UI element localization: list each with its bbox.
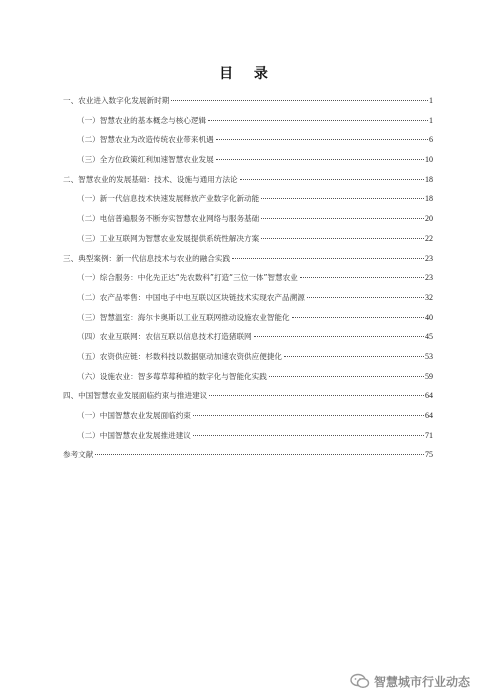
toc-entry-label: （二）电信普遍服务不断夯实智慧农业网络与服务基础 xyxy=(77,214,260,224)
toc-leader-dots xyxy=(254,335,424,337)
watermark-text: 智慧城市行业动态 xyxy=(374,674,471,689)
toc-leader-dots xyxy=(261,217,424,219)
toc-entry-page: 22 xyxy=(425,233,433,243)
toc-leader-dots xyxy=(193,414,424,416)
toc-entry-page: 1 xyxy=(429,96,433,105)
toc-entry[interactable] xyxy=(63,170,433,190)
toc-entry-label: （三）工业互联网为智慧农业发展提供系统性解决方案 xyxy=(77,233,260,243)
toc-entry[interactable] xyxy=(63,445,433,465)
toc-entry-label: （一）综合服务：中化先正达“先农数科”打造“三位一体”智慧农业 xyxy=(77,273,298,283)
toc-entry[interactable] xyxy=(63,367,433,387)
toc-leader-dots xyxy=(240,178,424,180)
toc-entry[interactable] xyxy=(63,406,433,426)
toc-entry[interactable] xyxy=(63,327,433,347)
toc-entry[interactable] xyxy=(63,268,433,288)
toc-entry-label: （三）全方位政策红利加速智慧农业发展 xyxy=(77,155,214,165)
toc-entry-label: 参考文献 xyxy=(63,450,94,460)
toc-leader-dots xyxy=(300,276,424,278)
page-title: 目 录 xyxy=(219,66,276,82)
toc-entry[interactable] xyxy=(63,130,433,150)
toc-entry-page: 18 xyxy=(425,174,433,184)
toc-entry-page: 75 xyxy=(425,450,433,460)
toc-entry-label: 四、中国智慧农业发展面临约束与推进建议 xyxy=(63,391,208,401)
toc-leader-dots xyxy=(261,197,424,199)
toc-entry-page: 23 xyxy=(425,273,433,283)
toc-entry-page: 18 xyxy=(425,194,433,204)
toc-entry-page: 64 xyxy=(425,411,433,420)
toc-leader-dots xyxy=(95,453,424,455)
toc-entry[interactable] xyxy=(63,209,433,229)
toc-leader-dots xyxy=(261,237,424,239)
toc-entry-page: 64 xyxy=(425,391,433,401)
toc-entry[interactable] xyxy=(63,189,433,209)
toc-leader-dots xyxy=(216,158,424,160)
toc-entry-page: 71 xyxy=(425,430,433,440)
toc-entry-page: 1 xyxy=(429,115,433,125)
toc-leader-dots xyxy=(269,375,424,377)
toc-entry-label: （一）中国智慧农业发展面临约束 xyxy=(77,411,191,420)
toc-entry-label: （二）智慧农业为改造传统农业带来机遇 xyxy=(77,135,214,145)
toc-leader-dots xyxy=(292,316,424,318)
toc-entry-label: （一）新一代信息技术快速发展释放产业数字化新动能 xyxy=(77,194,260,204)
toc-entry-label: （五）农资供应链：杉数科技以数据驱动加速农资供应便捷化 xyxy=(77,351,283,361)
toc-entry[interactable] xyxy=(63,347,433,367)
toc-entry-page: 20 xyxy=(425,214,433,224)
toc-entry-label: 二、智慧农业的发展基础：技术、设施与通用方法论 xyxy=(63,174,238,184)
wechat-icon xyxy=(350,673,370,689)
toc-entry-label: （二）农产品零售：中国电子中电互联以区块链技术实现农产品溯源 xyxy=(77,292,305,302)
toc-entry-label: （三）智慧温室：海尔卡奥斯以工业互联网推动设施农业智能化 xyxy=(77,312,290,322)
toc-entry-page: 10 xyxy=(425,155,433,165)
toc-leader-dots xyxy=(208,119,428,121)
toc-entry[interactable] xyxy=(63,288,433,308)
toc-entry[interactable] xyxy=(63,249,433,269)
toc-entry-page: 53 xyxy=(425,351,433,361)
toc-leader-dots xyxy=(232,257,424,259)
toc-entry-label: （二）中国智慧农业发展推进建议 xyxy=(77,430,191,440)
toc-entry[interactable] xyxy=(63,91,433,111)
toc-entry-label: （四）农业互联网：农信互联以信息技术打造猪联网 xyxy=(77,332,252,342)
toc-leader-dots xyxy=(216,138,428,140)
toc-entry-label: 三、典型案例：新一代信息技术与农业的融合实践 xyxy=(63,253,231,263)
toc-leader-dots xyxy=(209,394,424,396)
toc-entry[interactable] xyxy=(63,386,433,406)
watermark xyxy=(350,670,470,692)
toc-entry-page: 45 xyxy=(425,332,433,342)
toc-entry[interactable] xyxy=(63,150,433,170)
toc-entry-label: （六）设施农业：智多莓草莓种植的数字化与智能化实践 xyxy=(77,371,267,381)
table-of-contents xyxy=(63,91,433,465)
toc-entry-page: 59 xyxy=(425,371,433,381)
toc-entry-label: 一、农业进入数字化发展新时期 xyxy=(63,96,170,105)
toc-entry-page: 23 xyxy=(425,253,433,263)
toc-entry[interactable] xyxy=(63,229,433,249)
toc-entry-page: 32 xyxy=(425,292,433,302)
toc-entry-page: 6 xyxy=(429,135,433,145)
toc-entry-label: （一）智慧农业的基本概念与核心逻辑 xyxy=(77,115,207,125)
toc-leader-dots xyxy=(307,296,424,298)
toc-leader-dots xyxy=(193,434,424,436)
toc-entry[interactable] xyxy=(63,308,433,328)
toc-entry[interactable] xyxy=(63,111,433,131)
toc-entry[interactable] xyxy=(63,426,433,446)
toc-entry-page: 40 xyxy=(425,312,433,322)
toc-leader-dots xyxy=(284,355,424,357)
toc-leader-dots xyxy=(171,99,428,101)
